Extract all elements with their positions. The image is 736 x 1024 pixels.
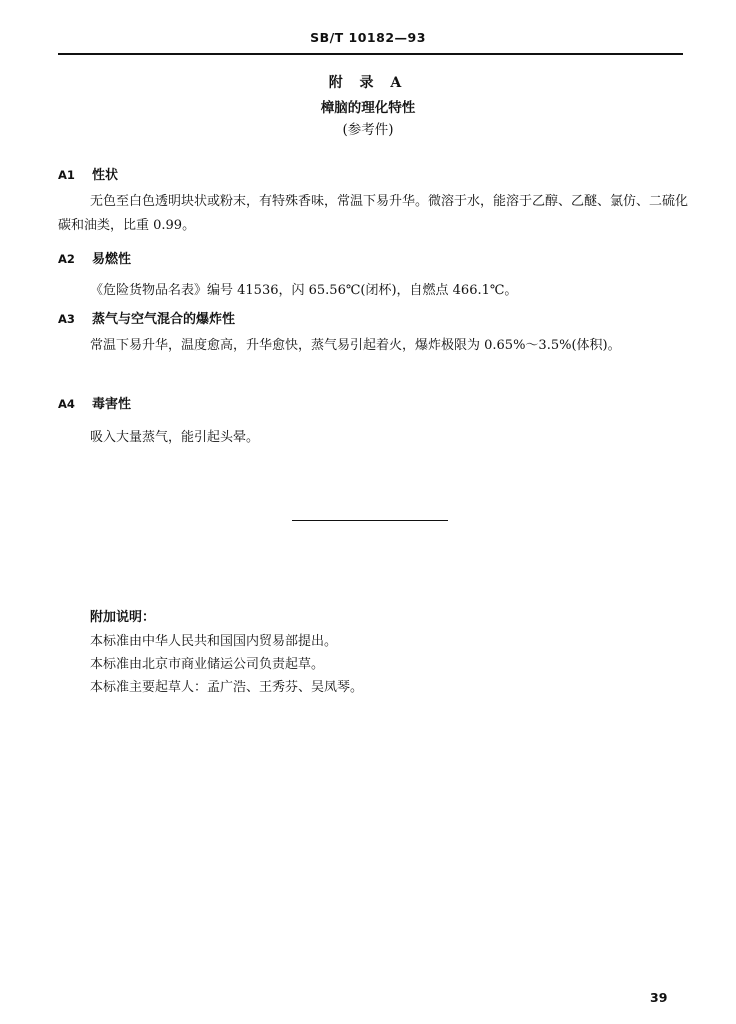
section-a4-heading — [58, 393, 131, 412]
page-number: 39 — [650, 990, 668, 1005]
section-a1-body: 无色至白色透明块状或粉末，有特殊香味，常温下易升华。微溶于水，能溶于乙醇、乙醚、氯仿、二硫化碳和油类，比重 0.99。 — [58, 194, 689, 233]
section-a4-title: 毒害性 — [92, 397, 132, 412]
header-rule — [58, 53, 683, 55]
appendix-heading: 附 录 A — [328, 75, 408, 91]
appendix-note: (参考件) — [342, 122, 394, 138]
section-a3-title: 蒸气与空气混合的爆炸性 — [92, 312, 236, 327]
section-a4-number: A4 — [58, 397, 75, 411]
section-a2-number: A2 — [58, 252, 75, 266]
end-of-appendix-rule — [292, 520, 448, 521]
appendix-title: 樟脑的理化特性 — [320, 100, 416, 116]
section-a2-heading — [58, 248, 131, 267]
section-a4-body: 吸入大量蒸气，能引起头晕。 — [90, 430, 260, 445]
section-a1-heading — [58, 164, 118, 183]
section-a1-number: A1 — [58, 168, 75, 182]
additional-note-line: 本标准由中华人民共和国国内贸易部提出。 — [90, 634, 338, 649]
additional-notes-title: 附加说明： — [90, 610, 156, 625]
section-a1-title: 性状 — [92, 168, 119, 183]
section-a2-body: 《危险货物品名表》编号 41536，闪 65.56℃(闭杯)，自燃点 466.1℃。 — [90, 283, 518, 298]
additional-note-line: 本标准主要起草人：孟广浩、王秀芬、吴凤琴。 — [90, 680, 364, 695]
section-a2-title: 易燃性 — [92, 252, 132, 267]
section-a3-body: 常温下易升华，温度愈高，升华愈快，蒸气易引起着火，爆炸极限为 0.65%～3.5%(体积)。 — [90, 338, 621, 353]
section-a3-number: A3 — [58, 312, 75, 326]
additional-note-line: 本标准由北京市商业储运公司负责起草。 — [90, 657, 325, 672]
section-a3-heading — [58, 308, 235, 327]
standard-code-header: SB/T 10182—93 — [310, 30, 426, 45]
